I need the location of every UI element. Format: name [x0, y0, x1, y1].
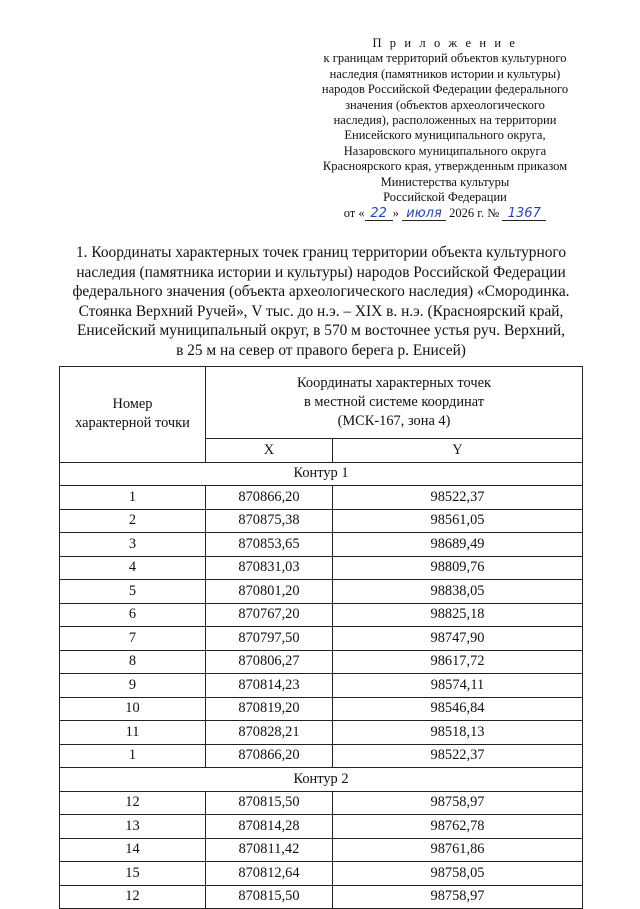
y-coordinate-cell: 98522,37 [333, 744, 583, 768]
point-number-cell: 12 [60, 791, 206, 815]
x-coordinate-cell: 870811,42 [206, 838, 333, 862]
table-row [60, 509, 583, 533]
order-date-line [300, 206, 590, 221]
y-coordinate-cell: 98761,86 [333, 838, 583, 862]
table-row [60, 862, 583, 886]
y-coordinate-cell: 98561,05 [333, 509, 583, 533]
x-coordinate-cell: 870815,50 [206, 885, 333, 909]
point-number-cell: 15 [60, 862, 206, 886]
point-number-cell: 5 [60, 580, 206, 604]
point-number-cell: 8 [60, 650, 206, 674]
heading-line: Стоянка Верхний Ручей», V тыс. до н.э. – XIX в. н.э. (Красноярский край, [78, 302, 564, 320]
table-row [60, 486, 583, 510]
handwritten-order-number: 1367 [502, 207, 546, 221]
contour-row [60, 462, 583, 486]
heading-line: 1. Координаты характерных точек границ территории объекта культурного [75, 244, 567, 261]
table-row [60, 697, 583, 721]
y-coordinate-cell: 98838,05 [333, 580, 583, 604]
x-coordinate-cell: 870853,65 [206, 533, 333, 557]
heading-line: наследия (памятника истории и культуры) народов Российской Федерации [76, 263, 566, 281]
x-coordinate-cell: 870831,03 [206, 556, 333, 580]
coordinates-header: Координаты характерных точек в местной системе координат (МСК-167, зона 4) [206, 367, 583, 439]
table-row [60, 744, 583, 768]
point-number-cell: 1 [60, 744, 206, 768]
y-coordinate-cell: 98574,11 [333, 674, 583, 698]
section-heading [46, 243, 596, 360]
appendix-line: народов Российской Федерации федерального [321, 82, 569, 97]
appendix-line: к границам территорий объектов культурного [323, 51, 567, 66]
point-number-cell: 3 [60, 533, 206, 557]
x-coordinate-cell: 870801,20 [206, 580, 333, 604]
table-row [60, 815, 583, 839]
appendix-header [300, 36, 590, 205]
appendix-line: Назаровского муниципального округа [343, 143, 547, 158]
appendix-line: наследия (памятников истории и культуры) [329, 66, 561, 81]
x-coordinate-cell: 870814,28 [206, 815, 333, 839]
y-coordinate-cell: 98825,18 [333, 603, 583, 627]
x-coordinate-cell: 870797,50 [206, 627, 333, 651]
y-coordinate-cell: 98689,49 [333, 533, 583, 557]
heading-line: Енисейский муниципальный округ, в 570 м восточнее устья руч. Верхний, [76, 322, 566, 339]
y-coordinate-cell: 98758,05 [333, 862, 583, 886]
y-coordinate-cell: 98758,97 [333, 885, 583, 909]
y-coordinate-cell: 98809,76 [333, 556, 583, 580]
point-number-cell: 1 [60, 486, 206, 510]
table-row [60, 791, 583, 815]
point-number-cell: 7 [60, 627, 206, 651]
y-coordinate-cell: 98762,78 [333, 815, 583, 839]
coordinates-table [59, 366, 583, 909]
x-coordinate-cell: 870767,20 [206, 603, 333, 627]
table-row [60, 838, 583, 862]
x-coordinate-cell: 870828,21 [206, 721, 333, 745]
handwritten-day: 22 [365, 207, 393, 221]
x-coordinate-cell: 870806,27 [206, 650, 333, 674]
y-column-header: Y [333, 439, 583, 463]
x-coordinate-cell: 870866,20 [206, 486, 333, 510]
heading-line: федерального значения (объекта археологического наследия) «Смородинка. [72, 283, 570, 300]
x-coordinate-cell: 870815,50 [206, 791, 333, 815]
appendix-line: Российской Федерации [383, 190, 507, 205]
x-coordinate-cell: 870819,20 [206, 697, 333, 721]
y-coordinate-cell: 98518,13 [333, 721, 583, 745]
point-number-cell: 13 [60, 815, 206, 839]
point-number-cell: 12 [60, 885, 206, 909]
table-row [60, 580, 583, 604]
table-row [60, 603, 583, 627]
point-number-cell: 4 [60, 556, 206, 580]
point-number-header: Номер характерной точки [60, 367, 206, 463]
date-year: 2026 г. № [449, 206, 500, 220]
table-row [60, 627, 583, 651]
date-mid: » [392, 206, 399, 220]
y-coordinate-cell: 98546,84 [333, 697, 583, 721]
contour-label: Контур 1 [60, 462, 583, 486]
contour-row [60, 768, 583, 792]
table-row [60, 721, 583, 745]
y-coordinate-cell: 98617,72 [333, 650, 583, 674]
point-number-cell: 9 [60, 674, 206, 698]
y-coordinate-cell: 98522,37 [333, 486, 583, 510]
point-number-cell: 11 [60, 721, 206, 745]
point-number-cell: 6 [60, 603, 206, 627]
appendix-line: Красноярского края, утвержденным приказом [322, 159, 568, 174]
contour-label: Контур 2 [60, 768, 583, 792]
table-row [60, 556, 583, 580]
table-row [60, 650, 583, 674]
table-row [60, 533, 583, 557]
appendix-line: значения (объектов археологического [345, 97, 545, 112]
x-coordinate-cell: 870814,23 [206, 674, 333, 698]
x-column-header: X [206, 439, 333, 463]
handwritten-month: июля [402, 207, 446, 221]
coordinates-table-body [60, 462, 583, 909]
y-coordinate-cell: 98758,97 [333, 791, 583, 815]
y-coordinate-cell: 98747,90 [333, 627, 583, 651]
appendix-line: Министерства культуры [380, 174, 510, 189]
x-coordinate-cell: 870866,20 [206, 744, 333, 768]
date-prefix: от « [343, 206, 365, 220]
appendix-line: наследия), расположенных на территории [333, 113, 557, 128]
table-row [60, 674, 583, 698]
x-coordinate-cell: 870812,64 [206, 862, 333, 886]
heading-line: в 25 м на север от правого берега р. Енисей) [176, 341, 466, 359]
appendix-title: П р и л о ж е н и е [372, 36, 518, 50]
appendix-line: Енисейского муниципального округа, [344, 128, 546, 143]
point-number-cell: 14 [60, 838, 206, 862]
point-number-cell: 10 [60, 697, 206, 721]
x-coordinate-cell: 870875,38 [206, 509, 333, 533]
point-number-cell: 2 [60, 509, 206, 533]
